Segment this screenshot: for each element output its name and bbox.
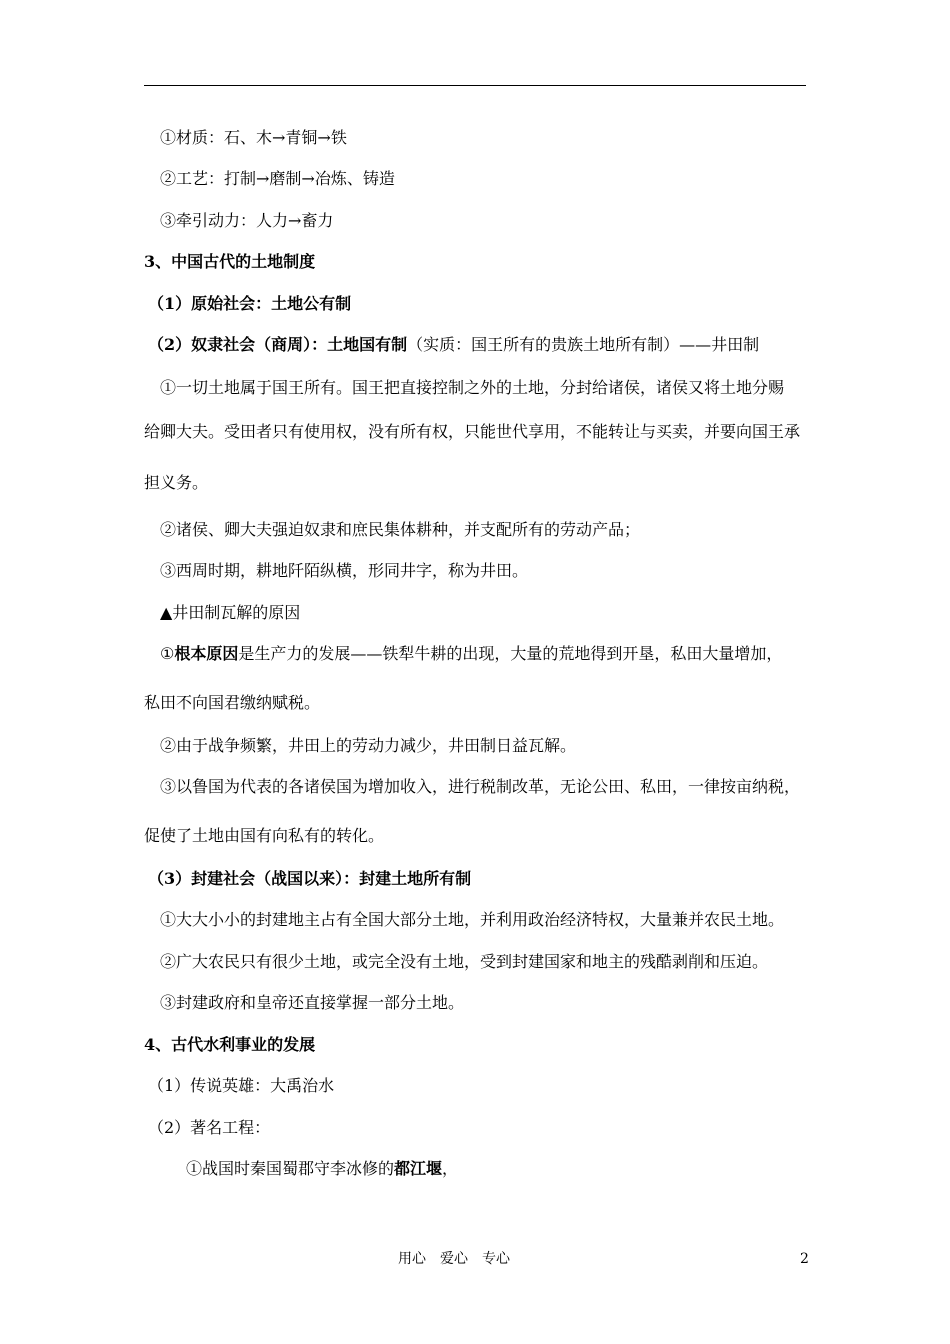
text-segment: ③牵引动力：人力→畜力 (160, 211, 334, 230)
text-segment: ②由于战争频繁，井田上的劳动力减少，井田制日益瓦解。 (160, 736, 577, 755)
text-segment: ②广大农民只有很少土地，或完全没有土地，受到封建国家和地主的残酷剥削和压迫。 (160, 952, 769, 971)
text-segment: （2）著名工程： (148, 1118, 271, 1137)
text-line (160, 128, 347, 148)
text-line (160, 378, 784, 398)
text-segment: （1）传说英雄：大禹治水 (148, 1076, 335, 1095)
text-line (148, 294, 351, 314)
text-line (144, 693, 320, 713)
text-segment: （2）奴隶社会（商周）：土地国有制 (148, 335, 408, 354)
page-number: 2 (800, 1251, 809, 1267)
text-line (160, 736, 576, 756)
text-line (160, 169, 395, 189)
text-line (160, 561, 528, 581)
text-segment: 4、古代水利事业的发展 (144, 1035, 316, 1054)
text-segment: 私田不向国君缴纳赋税。 (144, 693, 321, 712)
text-segment: ③以鲁国为代表的各诸侯国为增加收入，进行税制改革，无论公田、私田，一律按亩纳税， (160, 777, 801, 796)
text-line (160, 910, 784, 930)
text-line (148, 335, 759, 355)
text-segment: 给卿大夫。受田者只有使用权，没有所有权，只能世代享用，不能转让与买卖，并要向国王承 (144, 422, 801, 441)
text-line (144, 422, 800, 442)
text-segment: ① (160, 644, 175, 663)
footer-motto: 用心 爱心 专心 (398, 1251, 510, 1267)
text-segment: ①战国时秦国蜀郡守李冰修的 (186, 1159, 395, 1178)
text-segment: ， (442, 1159, 459, 1178)
text-segment: 根本原因 (174, 644, 239, 663)
text-segment: ③封建政府和皇帝还直接掌握一部分土地。 (160, 993, 465, 1012)
text-line (160, 644, 782, 664)
text-segment: ①材质：石、木→青铜→铁 (160, 128, 347, 147)
text-segment: （1）原始社会：土地公有制 (148, 294, 352, 313)
text-line (148, 1076, 334, 1096)
text-line (160, 211, 333, 231)
text-segment: （3）封建社会（战国以来）：封建土地所有制 (148, 869, 472, 888)
text-segment: ②诸侯、卿大夫强迫奴隶和庶民集体耕种，并支配所有的劳动产品； (160, 520, 641, 539)
text-segment: 3、中国古代的土地制度 (144, 252, 316, 271)
text-segment: ①一切土地属于国王所有。国王把直接控制之外的土地，分封给诸侯，诸侯又将土地分赐 (160, 378, 785, 397)
text-line (160, 993, 464, 1013)
text-line (160, 520, 640, 540)
text-line (160, 777, 800, 797)
text-segment: ▲井田制瓦解的原因 (160, 603, 301, 622)
text-segment: ③西周时期，耕地阡陌纵横，形同井字，称为井田。 (160, 561, 529, 580)
header-rule (144, 85, 806, 86)
text-segment: ①大大小小的封建地主占有全国大部分土地，并利用政治经济特权，大量兼并农民土地。 (160, 910, 785, 929)
text-line (144, 1035, 315, 1055)
text-line (160, 603, 300, 623)
text-line (144, 252, 315, 272)
text-segment: 是生产力的发展——铁犁牛耕的出现，大量的荒地得到开垦，私田大量增加， (238, 644, 783, 663)
text-segment: （实质：国王所有的贵族土地所有制）——井田制 (407, 335, 760, 354)
text-segment: 担义务。 (144, 473, 209, 492)
text-line (148, 1118, 270, 1138)
text-segment: ②工艺：打制→磨制→冶炼、铸造 (160, 169, 395, 188)
text-line (144, 826, 384, 846)
text-line (148, 869, 471, 889)
text-segment: 促使了土地由国有向私有的转化。 (144, 826, 385, 845)
text-line (160, 952, 768, 972)
text-line (186, 1159, 458, 1179)
text-line (144, 473, 208, 493)
text-segment: 都江堰 (394, 1159, 443, 1178)
